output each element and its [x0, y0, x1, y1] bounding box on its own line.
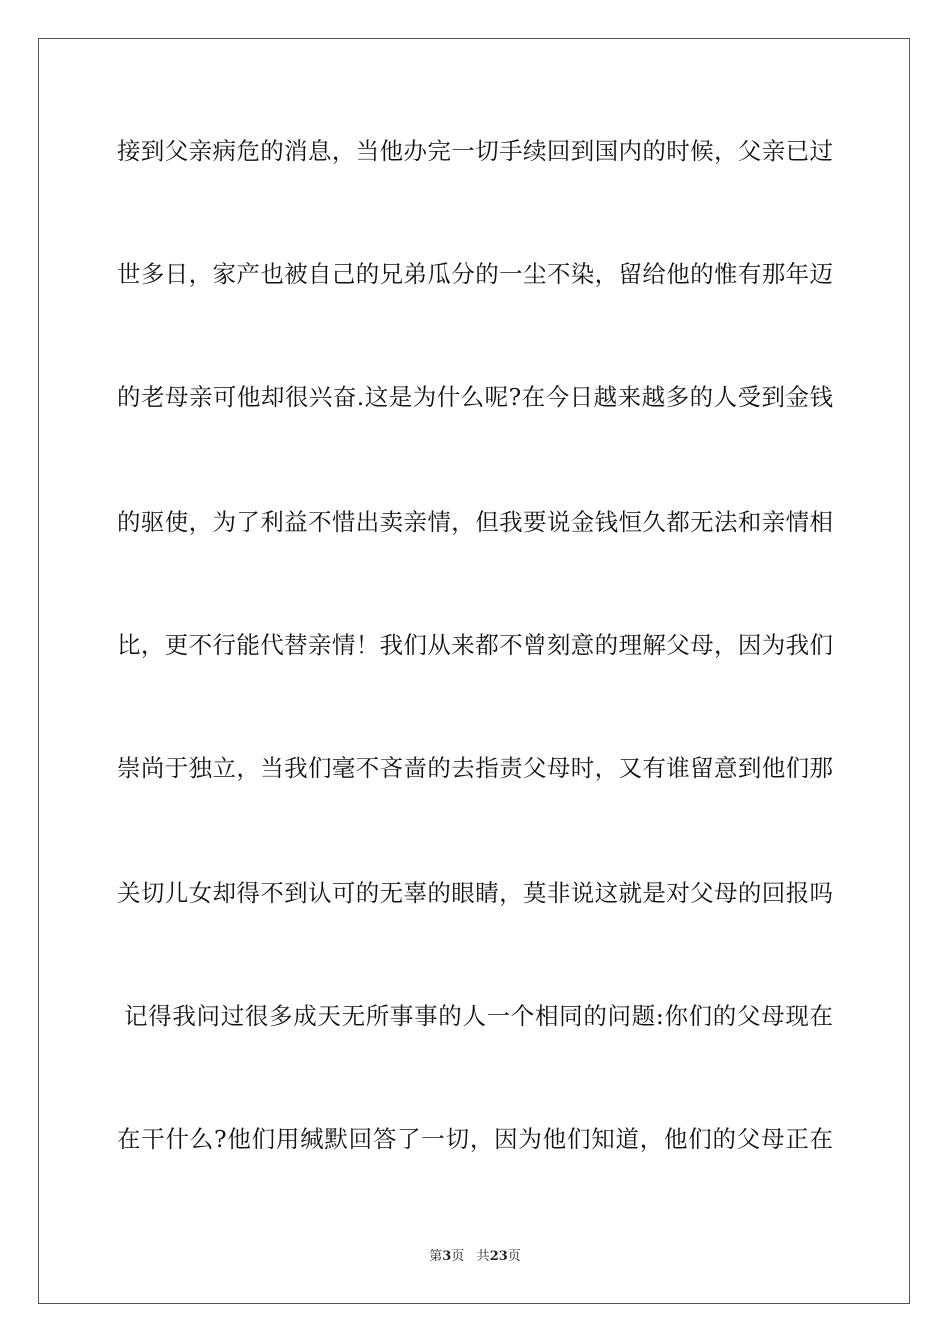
body-text-line-2: 世多日，家产也被自己的兄弟瓜分的一尘不染，留给他的惟有那年迈 — [117, 260, 833, 288]
footer-page-number: 3 — [442, 1249, 452, 1264]
footer-total-pages: 23 — [489, 1249, 508, 1264]
page-footer — [0, 1248, 950, 1266]
body-text-line-8: 记得我问过很多成天无所事事的人一个相同的问题:你们的父母现在 — [124, 1002, 833, 1030]
body-text-line-1: 接到父亲病危的消息，当他办完一切手续回到国内的时候，父亲已过 — [117, 137, 833, 165]
footer-page-suffix: 页 — [451, 1249, 465, 1264]
body-text-line-5: 比，更不行能代替亲情！我们从来都不曾刻意的理解父母，因为我们 — [117, 631, 833, 659]
footer-total-prefix: 共 — [476, 1249, 490, 1264]
footer-total-suffix: 页 — [507, 1249, 521, 1264]
footer-page-prefix: 第 — [429, 1249, 443, 1264]
body-text-line-9: 在干什么?他们用缄默回答了一切，因为他们知道，他们的父母正在 — [117, 1125, 833, 1153]
body-text-line-3: 的老母亲可他却很兴奋.这是为什么呢?在今日越来越多的人受到金钱 — [117, 383, 833, 411]
body-text-line-6: 崇尚于独立，当我们毫不吝啬的去指责父母时，又有谁留意到他们那 — [117, 754, 833, 782]
body-text-line-4: 的驱使，为了利益不惜出卖亲情，但我要说金钱恒久都无法和亲情相 — [117, 508, 833, 536]
page-border — [38, 38, 910, 1304]
footer-gap — [464, 1249, 476, 1264]
body-text-line-7: 关切儿女却得不到认可的无辜的眼睛，莫非说这就是对父母的回报吗 — [117, 879, 833, 907]
